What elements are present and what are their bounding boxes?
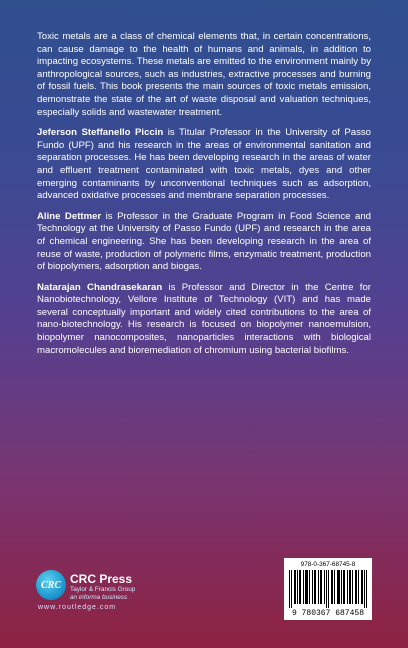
author-name-1: Jeferson Steffanello Piccin	[37, 127, 164, 139]
barcode-bars-icon	[288, 570, 368, 608]
back-cover-text	[37, 31, 371, 365]
author-bio-2	[37, 211, 371, 274]
author-bio-3	[37, 282, 371, 358]
crc-globe-icon: CRC	[36, 570, 66, 600]
author-name-2: Aline Dettmer	[37, 210, 102, 222]
author-bio-text-2: is Professor in the Graduate Program in Food Science and Technology at the University of Passo Fundo (UPF) and research in the area of chemical engineering. She has been developing research in the area of reuse of waste, production of polymeric films, enzymatic treatment, production of biopolymers, adsorption and biogas.	[37, 210, 371, 273]
author-name-3: Natarajan Chandrasekaran	[37, 281, 163, 293]
publisher-logo	[36, 566, 216, 626]
isbn-barcode	[284, 558, 372, 620]
author-bio-text-1: is Titular Professor in the University of Passo Fundo (UPF) and his research in the areas of environmental sanitation and separation processes. He has been developing research in the areas of water and effluent treatment contaminated with toxic metals, dyes and other emerging contaminants by unconventional techniques such as adsorption, advanced oxidative processes and membrane separation processes.	[37, 127, 371, 202]
publisher-name: CRC Press	[70, 572, 133, 586]
isbn-text: 978-0-367-68745-8	[300, 561, 356, 568]
author-bio-1	[37, 127, 371, 203]
author-bio-text-3: is Professor and Director in the Centre for Nanobiotechnology, Vellore Institute of Technology (VIT) and has made several conceptually important and widely cited contributions to the area of nano-biotechnology. His research is focused on biopolymer nanoemulsion, biopolymer nanocomposites, nanoparticles interactions with biological macromolecules and bioremediation of chromium using bacterial biofilms.	[37, 281, 371, 356]
publisher-url: www.routledge.com	[38, 604, 117, 611]
book-description: Toxic metals are a class of chemical elements that, in certain concentrations, can cause damage to the health of humans and animals, in addition to impacting ecosystems. These metals are emitted to the environment mainly by anthropological sources, such as industries, extractive processes and burning of fossil fuels. This book presents the main sources of toxic metals emission, demonstrate the state of the art of waste disposal and valuation techniques, especially solids and wastewater treatment.	[37, 31, 371, 118]
ean-number: 9 780367 687458	[291, 609, 364, 618]
publisher-group: Taylor & Francis Group an informa business	[70, 586, 136, 601]
